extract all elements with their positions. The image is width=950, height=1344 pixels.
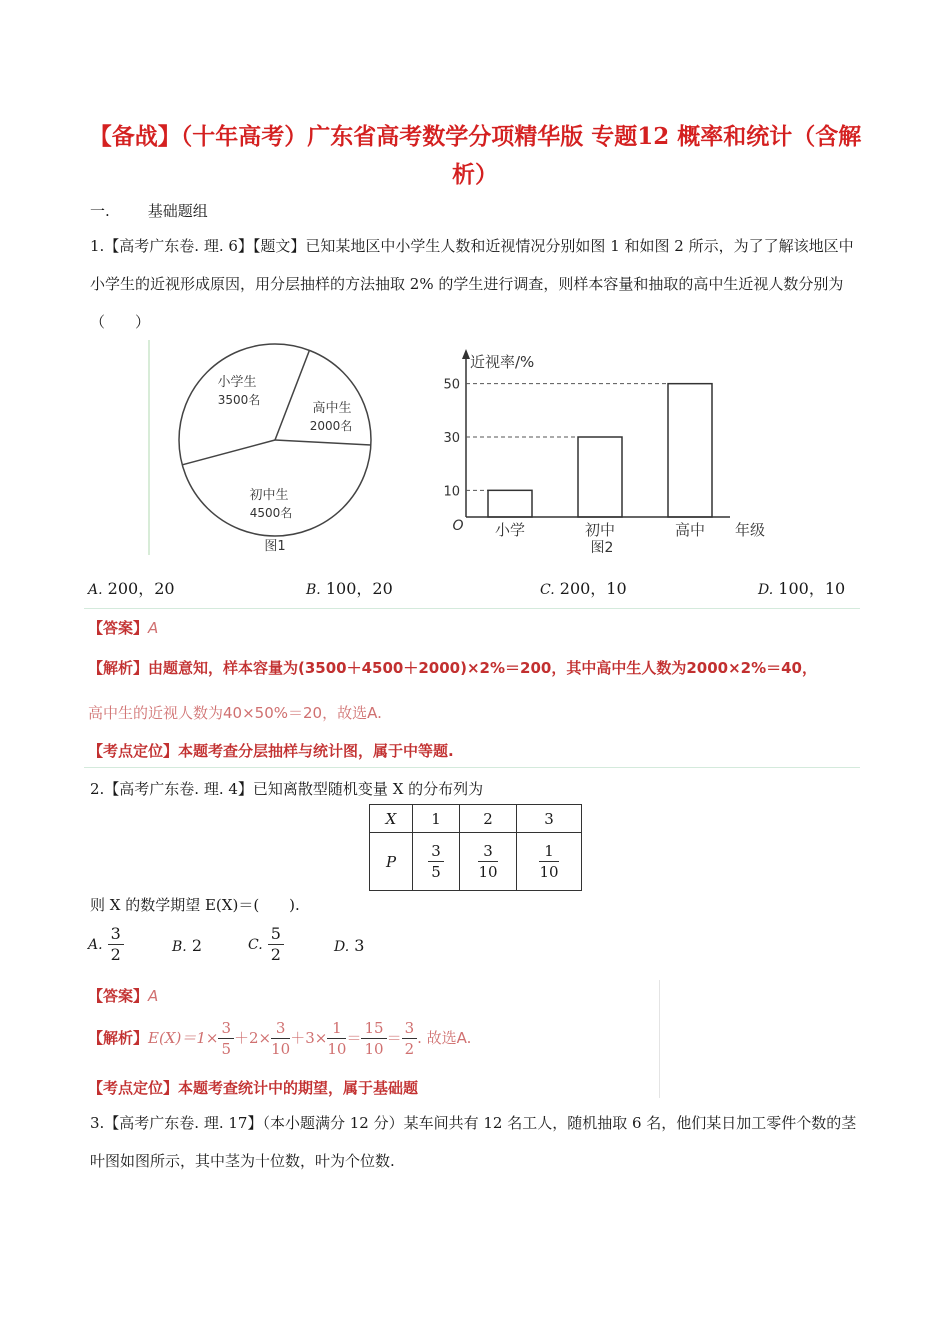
section-number: 一. — [90, 202, 110, 220]
q1-option-a[interactable]: A. 200，20 — [88, 579, 175, 598]
q1-option-c[interactable]: C. 200，10 — [540, 579, 627, 598]
table-header-x: X — [370, 805, 413, 833]
q1-analysis-line-2: 高中生的近视人数为40×50%＝20，故选A. — [88, 704, 382, 722]
table-cell: 3 — [517, 805, 582, 833]
table-cell: 2 — [460, 805, 517, 833]
pie-label-primary: 小学生 — [217, 375, 257, 390]
q1-option-d[interactable]: D. 100，10 — [758, 579, 846, 598]
pie-slice-boundary-middle-high — [275, 440, 371, 445]
pie-value-primary: 3500名 — [217, 393, 261, 407]
pie-value-middle: 4500名 — [249, 506, 293, 520]
question-1-text: 1.【高考广东卷. 理. 6】【题文】已知某地区中小学生人数和近视情况分别如图 1 和如图 2 所示，为了了解该地区中小学生的近视形成原因，用分层抽样的方法抽取 2% 的学生进行调查，则样本容量和抽取的高中生近视人数分别为（ ） — [90, 237, 854, 331]
pie-figure-caption: 图1 — [264, 539, 286, 554]
bar-middle — [578, 437, 622, 517]
q2-option-b[interactable]: B. 2 — [172, 936, 203, 955]
bar-high — [668, 384, 712, 517]
answer-box-top-rule — [84, 608, 860, 609]
q2-option-c[interactable]: C. $\frac{5}{2}$ — [248, 924, 284, 965]
pie-label-high: 高中生 — [312, 401, 352, 416]
answer-box-edge — [659, 980, 660, 1098]
pie-slice-boundary-high-primary — [275, 350, 309, 440]
q1-answer: 【答案】A — [88, 619, 159, 637]
question-2-text: 2.【高考广东卷. 理. 4】已知离散型随机变量 X 的分布列为 — [90, 780, 484, 798]
page-title: 【备战】（十年高考）广东省高考数学分项精华版 专题12 概率和统计（含解析） — [88, 123, 862, 188]
q2-option-a[interactable]: A. $\frac{3}{2}$ — [88, 924, 124, 965]
table-cell: $\frac{3}{5}$ — [413, 833, 460, 891]
question-3-text: 3.【高考广东卷. 理. 17】（本小题满分 12 分）某车间共有 12 名工人，随机抽取 6 名，他们某日加工零件个数的茎叶图如图所示，其中茎为十位数，叶为个位数. — [90, 1114, 857, 1170]
y-tick-50: 50 — [443, 377, 460, 393]
q2-analysis: 【解析】E(X)＝1× $\frac{3}{5}$ ＋2× $\frac{3}{10}$ ＋3× $\frac{1}{10}$ ＝ $\frac{15}{10}$ ＝ $\frac{3}{2}$ . 故选A. — [88, 1019, 472, 1058]
table-row — [370, 805, 582, 833]
x-tick-middle: 初中 — [584, 521, 616, 539]
q2-answer: 【答案】A — [88, 987, 159, 1005]
table-cell: $\frac{1}{10}$ — [517, 833, 582, 891]
q1-analysis-line-1: 【解析】由题意知，样本容量为(3500＋4500＋2000)×2%＝200，其中高中生人数为2000×2%＝40， — [88, 659, 817, 677]
bar-chart-figure-2 — [440, 345, 780, 560]
section-name: 基础题组 — [147, 202, 208, 220]
pie-label-middle: 初中生 — [249, 488, 289, 503]
pie-chart-figure-1 — [145, 340, 385, 560]
distribution-table — [369, 804, 582, 891]
pie-value-high: 2000名 — [309, 419, 353, 433]
y-tick-30: 30 — [443, 431, 460, 446]
y-axis-label: 近视率/% — [470, 353, 535, 371]
q2-option-d[interactable]: D. 3 — [334, 936, 365, 955]
question-2-prompt: 则 X 的数学期望 E(X)＝( ). — [90, 896, 300, 914]
q1-key-point: 【考点定位】本题考查分层抽样与统计图，属于中等题. — [88, 742, 454, 760]
q1-option-b[interactable]: B. 100，20 — [306, 579, 393, 598]
origin-label: O — [452, 518, 464, 534]
table-header-p: P — [370, 833, 413, 891]
table-cell: 1 — [413, 805, 460, 833]
q2-key-point: 【考点定位】本题考查统计中的期望，属于基础题 — [88, 1079, 419, 1097]
pie-slice-boundary-primary-middle — [182, 440, 275, 465]
y-tick-10: 10 — [443, 484, 460, 500]
bar-primary — [488, 490, 532, 517]
x-tick-primary: 小学 — [494, 521, 526, 539]
answer-box-bottom-rule — [84, 767, 860, 768]
y-axis-arrow-icon — [462, 349, 470, 359]
bar-figure-caption: 图2 — [590, 540, 614, 556]
x-tick-high: 高中 — [674, 521, 706, 539]
x-axis-label: 年级 — [734, 521, 766, 539]
table-cell: $\frac{3}{10}$ — [460, 833, 517, 891]
table-row — [370, 833, 582, 891]
section-heading — [90, 200, 208, 221]
